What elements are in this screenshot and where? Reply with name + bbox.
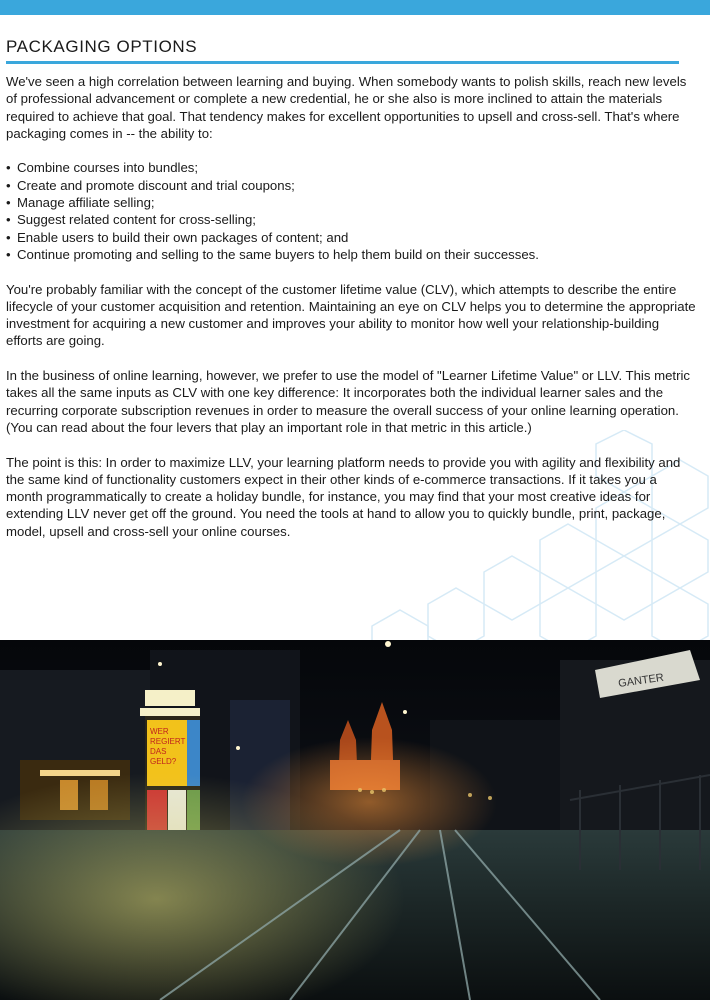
packaging-list <box>6 159 696 263</box>
intro-paragraph: We've seen a high correlation between learning and buying. When somebody wants to polish skills, reach new levels of professional advancement or complete a new credential, he or she also is more inclined to attain the materials required to achieve that goal. That tendency makes for excellent opportunities to upsell and cross-sell. That's where packaging comes in -- the ability to: <box>6 74 687 141</box>
bullet-icon: • <box>6 160 11 176</box>
article-body <box>6 73 696 557</box>
title-underline <box>6 61 679 64</box>
list-item: • Combine courses into bundles; <box>6 160 199 176</box>
point-paragraph: The point is this: In order to maximize LLV, your learning platform needs to provide you with agility and flexibility and the same kind of functionality customers expect in their other kinds of e-commerce transactions. If it takes you a month programmatically to create a holiday bundle, for instance, you may find that your most creative ideas for extending LLV never get off the ground. You need the tools at hand to allow you to quickly bundle, print, package, model, upsell and cross-sell your online courses. <box>6 454 681 539</box>
clv-paragraph: You're probably familiar with the concept of the customer lifetime value (CLV), which attempts to describe the entire lifecycle of your customer acquisition and retention. Maintaining an eye on CLV helps you to determine the appropriate investment for acquiring a new customer and improves your ability to monitor how well your relationship-building efforts are going. <box>6 281 696 349</box>
night-street-photo <box>0 640 710 1000</box>
bullet-icon: • <box>6 212 11 228</box>
list-item: • Enable users to build their own packages of content; and <box>6 229 349 245</box>
list-item: • Suggest related content for cross-selling; <box>6 212 256 228</box>
bullet-icon: • <box>6 246 11 262</box>
llv-paragraph: In the business of online learning, however, we prefer to use the model of "Learner Lifetime Value" or LLV. This metric takes all the same inputs as CLV with one key difference: It incorporates both the individual learner sales and the recurring corporate subscription revenues in order to measure the overall success of your online learning operation. (You can read about the four levers that play an important role in that metric in this article.) <box>6 368 691 435</box>
bullet-icon: • <box>6 177 11 193</box>
bullet-icon: • <box>6 229 11 245</box>
list-item: • Continue promoting and selling to the same buyers to help them build on their successes. <box>6 246 539 262</box>
bullet-icon: • <box>6 195 11 211</box>
list-item: • Manage affiliate selling; <box>6 195 155 211</box>
page-title: PACKAGING OPTIONS <box>6 37 198 56</box>
list-item: • Create and promote discount and trial coupons; <box>6 177 295 193</box>
top-accent-bar <box>0 0 710 15</box>
